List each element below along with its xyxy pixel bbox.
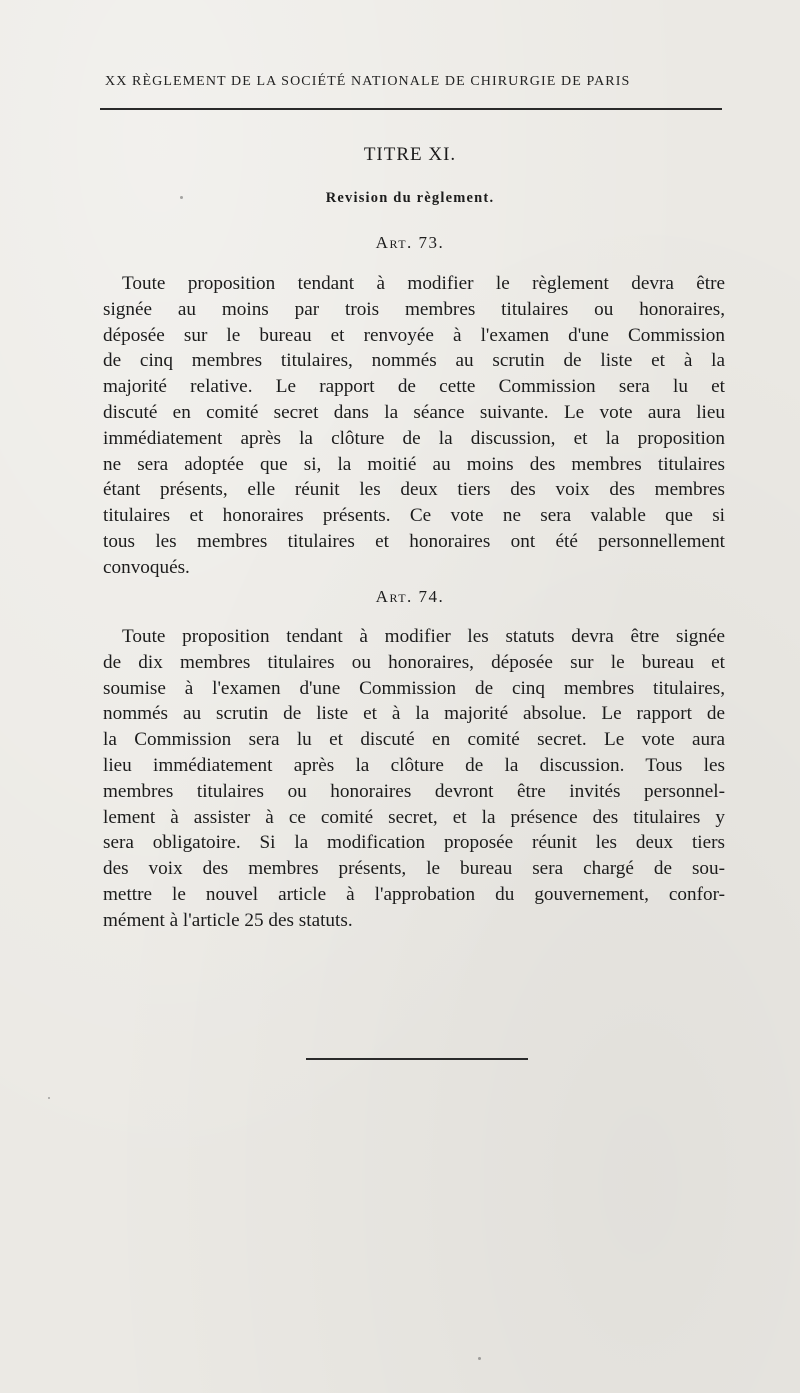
text-line: immédiatement après la clôture de la discussion, et la proposition xyxy=(103,427,725,449)
ink-speck xyxy=(478,1357,481,1360)
text-line: convoqués. xyxy=(103,556,190,578)
text-line: des voix des membres présents, le bureau sera chargé de sou- xyxy=(103,858,725,880)
text-line: Toute proposition tendant à modifier les statuts devra être signée xyxy=(122,626,725,647)
text-line: titulaires et honoraires présents. Ce vote ne sera valable que si xyxy=(103,505,725,527)
text-line: ne sera adoptée que si, la moitié au moins des membres titulaires xyxy=(103,453,725,475)
header-rule xyxy=(100,108,722,110)
text-line: discuté en comité secret dans la séance suivante. Le vote aura lieu xyxy=(103,401,725,423)
text-line: sera obligatoire. Si la modification proposée réunit les deux tiers xyxy=(103,832,725,854)
text-line: lieu immédiatement après la clôture de la discussion. Tous les xyxy=(103,754,725,776)
text-line: tous les membres titulaires et honoraires ont été personnellement xyxy=(103,530,725,552)
article-74-heading: Art. 74. xyxy=(375,587,445,606)
section-subtitle: Revision du règlement. xyxy=(325,190,495,206)
text-line: de dix membres titulaires ou honoraires, déposée sur le bureau et xyxy=(103,651,725,673)
text-line: mément à l'article 25 des statuts. xyxy=(103,909,353,931)
end-rule xyxy=(306,1058,528,1060)
text-line: mettre le nouvel article à l'approbation du gouvernement, confor- xyxy=(103,883,725,905)
text-line: signée au moins par trois membres titulaires ou honoraires, xyxy=(103,298,725,320)
running-head: XX RÈGLEMENT DE LA SOCIÉTÉ NATIONALE DE CHIRURGIE DE PARIS xyxy=(105,74,631,89)
text-line: la Commission sera lu et discuté en comité secret. Le vote aura xyxy=(103,729,725,751)
text-line: Toute proposition tendant à modifier le règlement devra être xyxy=(122,273,725,294)
text-line: déposée sur le bureau et renvoyée à l'examen d'une Commission xyxy=(103,324,725,346)
text-line: majorité relative. Le rapport de cette Commission sera lu et xyxy=(103,376,725,398)
article-74-text xyxy=(103,624,725,934)
ink-speck xyxy=(48,1097,50,1099)
text-line: nommés au scrutin de liste et à la majorité absolue. Le rapport de xyxy=(103,703,725,725)
article-73-text xyxy=(103,271,725,581)
text-line: soumise à l'examen d'une Commission de cinq membres titulaires, xyxy=(103,677,725,699)
text-line: membres titulaires ou honoraires devront être invités personnel- xyxy=(103,780,725,802)
section-title: TITRE XI. xyxy=(363,144,457,165)
text-line: lement à assister à ce comité secret, et la présence des titulaires y xyxy=(103,806,725,828)
article-73-heading: Art. 73. xyxy=(375,233,445,252)
ink-speck xyxy=(180,196,183,199)
text-line: de cinq membres titulaires, nommés au scrutin de liste et à la xyxy=(103,350,725,372)
text-line: étant présents, elle réunit les deux tiers des voix des membres xyxy=(103,479,725,501)
